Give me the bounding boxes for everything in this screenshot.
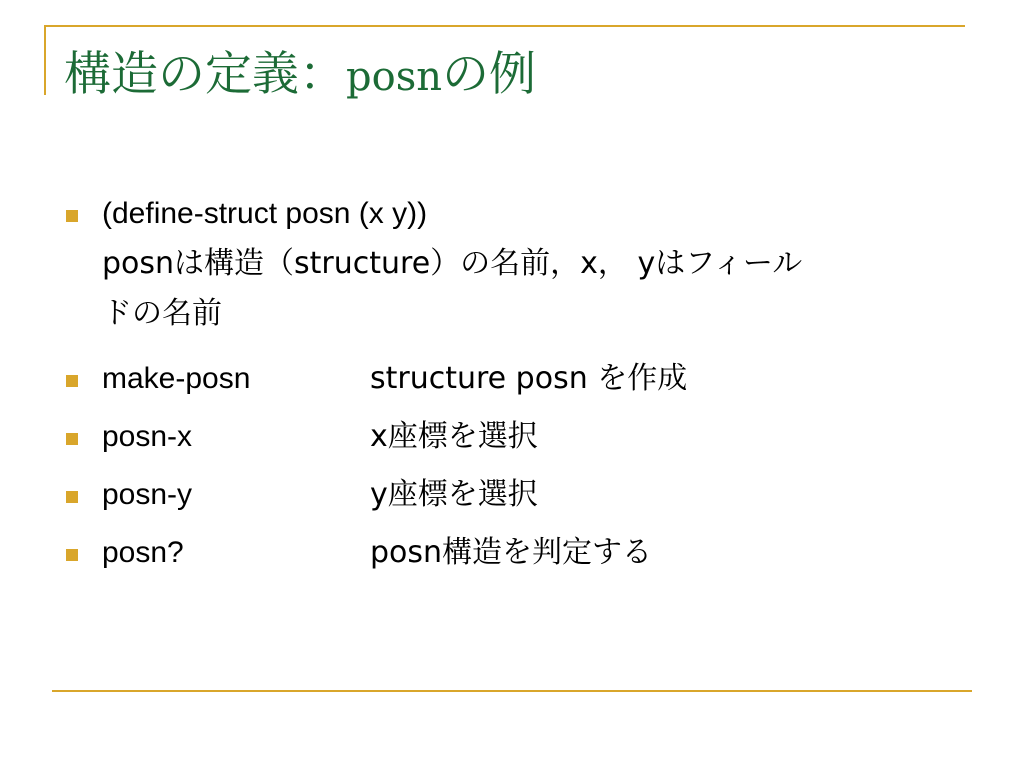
bullet-item-description: y座標を選択 [370,477,538,512]
title-prefix: 構造の定義： [64,47,346,102]
bullet-item-description: posn構造を判定する [370,535,653,570]
title-term: posn [346,54,442,100]
bullet-item-term: posn-y [102,478,193,511]
bullet-item-define-struct-line-3: ドの名前 [102,296,222,331]
bottom-rule [52,690,972,692]
square-bullet-icon [66,375,78,387]
square-bullet-icon [66,433,78,445]
bullet-item-term: posn-x [102,420,193,453]
bullet-item-define-struct-line-2: posnは構造（structure）の名前，x， yはフィール [102,246,803,281]
bullet-item-description: structure posn を作成 [370,361,688,396]
square-bullet-icon [66,491,78,503]
bullet-item-description: x座標を選択 [370,419,538,454]
bullet-item-term: posn? [102,536,184,569]
square-bullet-icon [66,210,78,222]
bullet-item-term: make-posn [102,362,251,395]
square-bullet-icon [66,549,78,561]
title-suffix: の例 [441,47,536,102]
bullet-item-define-struct-line-1: (define-struct posn (x y)) [102,197,428,230]
